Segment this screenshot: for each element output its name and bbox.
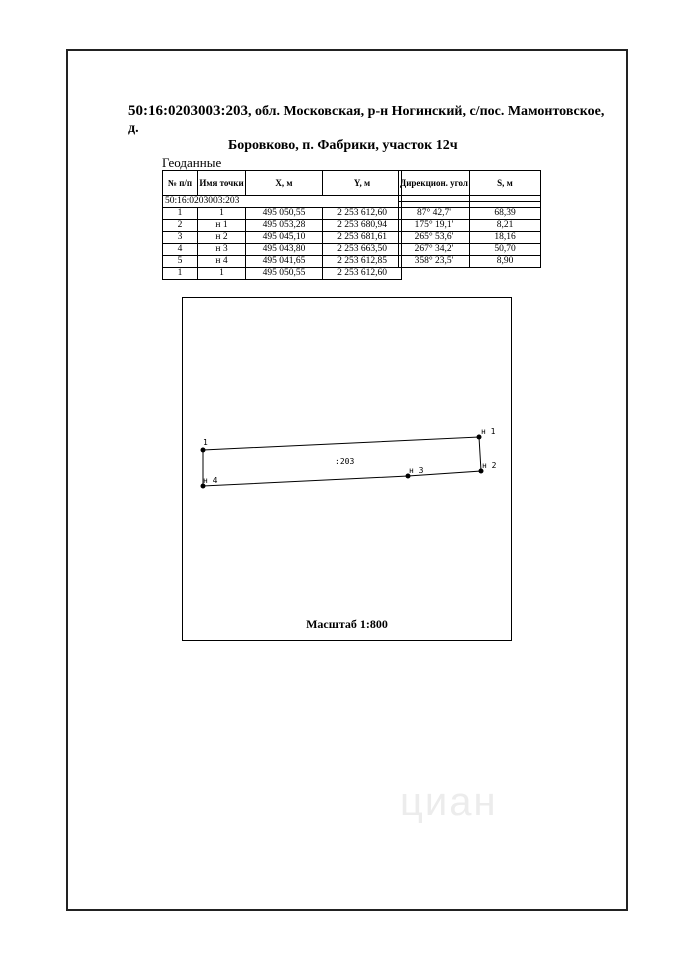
table-row — [163, 268, 402, 280]
header-name: Имя точки — [198, 171, 246, 196]
cell-num: 1 — [163, 208, 198, 220]
cell-s: 8,21 — [470, 220, 541, 232]
cell-name: н 1 — [198, 220, 246, 232]
cell-x: 495 043,80 — [246, 244, 323, 256]
directions-table — [398, 170, 541, 268]
cell-y: 2 253 612,85 — [323, 256, 402, 268]
cell-s: 8,90 — [470, 256, 541, 268]
plan-drawing — [183, 298, 511, 640]
cell-y: 2 253 612,60 — [323, 268, 402, 280]
cell-s: 50,70 — [470, 244, 541, 256]
table-row — [399, 220, 541, 232]
point-n2-label: н 2 — [482, 461, 497, 470]
point-1-label: 1 — [203, 438, 208, 447]
cell-num: 2 — [163, 220, 198, 232]
cell-name: н 4 — [198, 256, 246, 268]
table-row — [163, 232, 402, 244]
cell-x: 495 050,55 — [246, 268, 323, 280]
cell-y: 2 253 663,50 — [323, 244, 402, 256]
cell-x: 495 045,10 — [246, 232, 323, 244]
group-label: 50:16:0203003:203 — [163, 196, 402, 208]
cell-angle: 175° 19,1' — [399, 220, 470, 232]
points-table — [162, 170, 402, 280]
table-row — [163, 208, 402, 220]
header-num: № п/п — [163, 171, 198, 196]
cell-x: 495 050,55 — [246, 208, 323, 220]
cell-angle: 265° 53,6' — [399, 232, 470, 244]
parcel-plan — [182, 297, 512, 641]
address-line-2: Боровково, п. Фабрики, участок 12ч — [228, 138, 458, 153]
cell-angle: 358° 23,5' — [399, 256, 470, 268]
cell-name: н 3 — [198, 244, 246, 256]
cell-y: 2 253 612,60 — [323, 208, 402, 220]
table-row — [399, 232, 541, 244]
address-line-1: обл. Московская, р-н Ногинский, с/пос. Мамонтовское, д. — [128, 104, 605, 136]
point-n4-label: н 4 — [203, 476, 218, 485]
watermark — [400, 780, 498, 825]
cell-name: н 2 — [198, 232, 246, 244]
cell-name: 1 — [198, 268, 246, 280]
table-row — [399, 256, 541, 268]
table-row — [163, 244, 402, 256]
cell-x: 495 053,28 — [246, 220, 323, 232]
point-n1-label: н 1 — [481, 427, 496, 436]
table-row — [399, 208, 541, 220]
cell-y: 2 253 681,61 — [323, 232, 402, 244]
header-x: X, м — [246, 171, 323, 196]
watermark-text: циан — [400, 780, 498, 824]
table-row — [399, 244, 541, 256]
table-row — [163, 220, 402, 232]
cell-num: 3 — [163, 232, 198, 244]
header-s: S, м — [470, 171, 541, 196]
cell-num: 1 — [163, 268, 198, 280]
table-row — [163, 256, 402, 268]
header-y: Y, м — [323, 171, 402, 196]
cell-num: 5 — [163, 256, 198, 268]
geodata-title: Геоданные — [162, 155, 222, 170]
cadastral-number: 50:16:0203003:203 — [128, 103, 248, 119]
parcel-label: :203 — [335, 457, 355, 466]
cell-x: 495 041,65 — [246, 256, 323, 268]
scale-label: Масштаб 1:800 — [306, 617, 388, 631]
cell-s: 68,39 — [470, 208, 541, 220]
cell-y: 2 253 680,94 — [323, 220, 402, 232]
document-heading: 50:16:0203003:203, обл. Московская, р-н Ногинский, с/пос. Мамонтовское, д. Боровково, п. Фабрики, участок 12ч — [128, 103, 618, 154]
header-direction: Дирекцион. угол — [399, 171, 470, 196]
cell-angle: 267° 34,2' — [399, 244, 470, 256]
cell-num: 4 — [163, 244, 198, 256]
cell-angle: 87° 42,7' — [399, 208, 470, 220]
point-1-marker — [201, 448, 206, 453]
point-n3-label: н 3 — [409, 466, 424, 475]
cell-s: 18,16 — [470, 232, 541, 244]
cell-name: 1 — [198, 208, 246, 220]
